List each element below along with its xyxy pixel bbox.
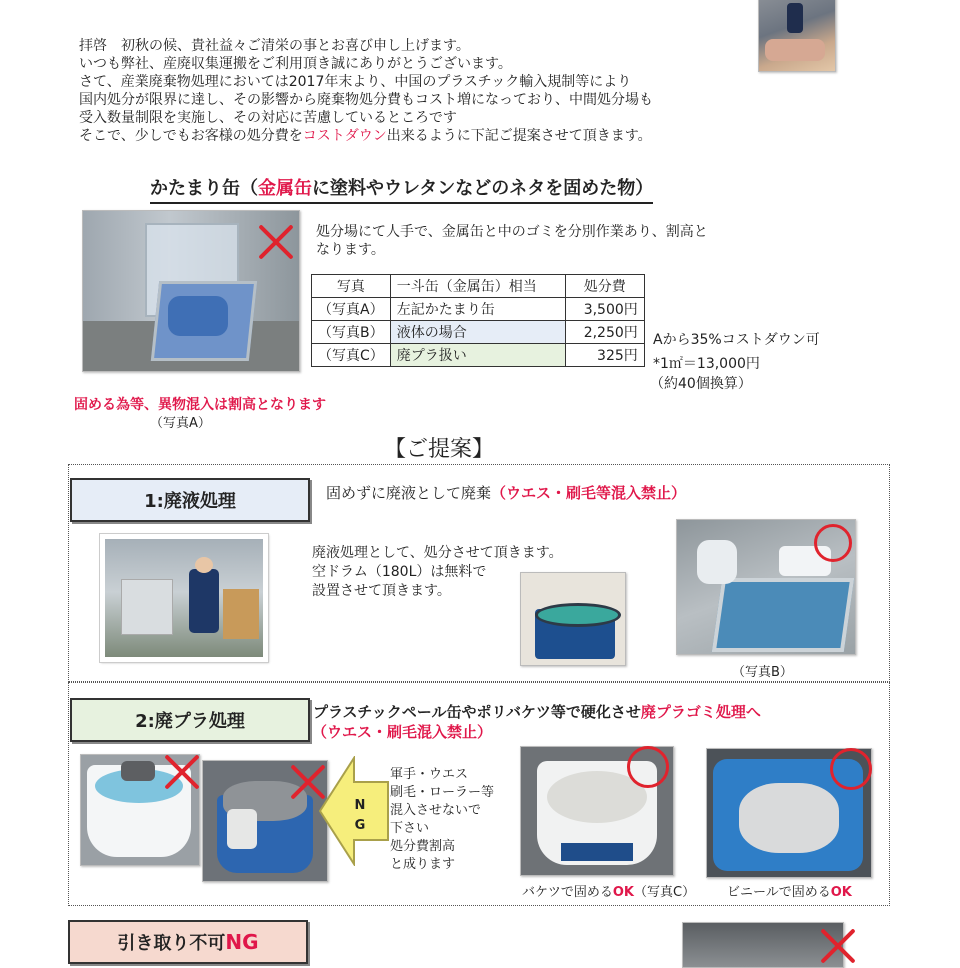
proposal-title: 【ご提案】	[384, 437, 495, 462]
photo-bucket-ng-1-x-icon	[162, 752, 202, 792]
photo-vinyl-circle-icon	[830, 748, 872, 790]
photo-vinyl-caption-ok: OK	[830, 885, 852, 900]
fee-col-cost: 処分費	[565, 275, 644, 298]
section-1-text-3: 設置させて頂きます。	[312, 583, 451, 599]
fee-cell: 3,500円	[565, 298, 644, 321]
fee-note-2: *1㎡＝13,000円	[653, 356, 760, 372]
section-2-desc	[313, 701, 761, 722]
intro-line-4: 国内処分が限界に達し、その影響から廃棄物処分費もコスト増になっており、中間処分場も	[79, 92, 653, 108]
section-1-text-2: 空ドラム（180L）は無料で	[312, 564, 487, 580]
section-2-note-4: 下さい	[390, 821, 430, 836]
intro-line-6	[79, 128, 652, 145]
intro-line-2: いつも弊社、産廃収集運搬をご利用頂き誠にありがとうございます。	[79, 56, 512, 72]
fee-cell: 325円	[565, 344, 644, 367]
section-1-desc	[326, 482, 686, 503]
fee-row	[312, 344, 645, 367]
fee-col-photo: 写真	[312, 275, 391, 298]
section-2-note-1: 軍手・ウエス	[390, 767, 469, 782]
fee-table	[311, 274, 645, 367]
section-3-heading-ng: NG	[225, 930, 259, 954]
section-2-desc-a: プラスチックペール缶やポリバケツ等で硬化させ	[313, 703, 641, 721]
katamari-title-c: に塗料やウレタンなどのネタを固めた物）	[312, 178, 654, 199]
section-2-note-3: 混入させないで	[390, 803, 482, 818]
photo-a-caption: （写真A）	[150, 416, 211, 431]
ng-label: N G	[354, 798, 366, 833]
katamari-title-a: かたまり缶（	[150, 178, 258, 199]
photo-c-caption-ok: OK	[612, 885, 634, 900]
intro-line-1: 拝啓 初秋の候、貴社益々ご清栄の事とお喜び申し上げます。	[79, 38, 470, 54]
section-1-desc-a: 固めずに廃液として廃棄	[326, 484, 492, 502]
fee-col-item: 一斗缶（金属缶）相当	[390, 275, 565, 298]
fee-cell: （写真A）	[312, 298, 391, 321]
katamari-title	[150, 174, 653, 204]
photo-vinyl-caption-a: ビニールで固める	[727, 885, 831, 900]
fee-cell: 左記かたまり缶	[390, 298, 565, 321]
section-2-desc-highlight: 廃プラゴミ処理へ	[640, 703, 761, 721]
photo-c-caption-c: （写真C）	[634, 885, 696, 900]
section-1-text-1: 廃液処理として、処分させて頂きます。	[312, 545, 563, 561]
photo-b-circle-icon	[814, 524, 852, 562]
section-2-heading: 2:廃プラ処理	[70, 698, 310, 742]
photo-c-caption	[522, 884, 695, 901]
section-2-note-6: と成ります	[390, 857, 456, 872]
cost-down-highlight: コストダウン	[302, 128, 387, 144]
photo-b-caption: （写真B）	[732, 665, 793, 680]
photo-drum	[520, 572, 626, 666]
intro-line-3: さて、産業廃棄物処理においては2017年末より、中国のプラスチック輸入規制等により	[79, 74, 632, 90]
section-3-heading	[68, 920, 308, 964]
katamari-desc-1: 処分場にて人手で、金属缶と中のゴミを分別作業あり、割高と	[316, 224, 708, 240]
section-3-heading-a: 引き取り不可	[117, 933, 226, 954]
katamari-desc-2: なります。	[316, 242, 385, 258]
intro-line-6-a: そこで、少しでもお客様の処分費を	[79, 128, 303, 144]
fee-cell: 2,250円	[565, 321, 644, 344]
fee-cell: （写真C）	[312, 344, 391, 367]
photo-ng-bottom-x-icon	[818, 926, 858, 966]
intro-line-5: 受入数量制限を実施し、その対応に苦慮しているところです	[79, 110, 457, 126]
fee-cell: 液体の場合	[390, 321, 565, 344]
photo-c-caption-a: バケツで固める	[522, 885, 613, 900]
fee-note-1: Aから35%コストダウン可	[653, 332, 820, 348]
section-2-note-2: 刷毛・ローラー等	[390, 785, 495, 800]
katamari-warning: 固める為等、異物混入は割高となります	[74, 397, 326, 413]
intro-line-6-c: 出来るように下記ご提案させて頂きます。	[386, 128, 652, 144]
fee-cell: 廃プラ扱い	[390, 344, 565, 367]
fee-cell: （写真B）	[312, 321, 391, 344]
katamari-title-metal: 金属缶	[258, 178, 312, 199]
fee-row	[312, 321, 645, 344]
photo-a-x-icon	[256, 222, 296, 262]
fee-note-3: （約40個換算）	[650, 376, 752, 392]
section-2-note-5: 処分費割高	[390, 839, 456, 854]
photo-worker-drums	[100, 534, 268, 662]
worker-photo-top	[758, 0, 836, 72]
section-1-prohibit: （ウエス・刷毛等混入禁止）	[491, 484, 687, 502]
photo-c-circle-icon	[627, 746, 669, 788]
fee-table-header	[312, 275, 645, 298]
section-2-prohibit: （ウエス・刷毛混入禁止）	[312, 723, 493, 741]
section-1-heading: 1:廃液処理	[70, 478, 310, 522]
photo-vinyl-caption	[727, 884, 852, 901]
fee-row	[312, 298, 645, 321]
